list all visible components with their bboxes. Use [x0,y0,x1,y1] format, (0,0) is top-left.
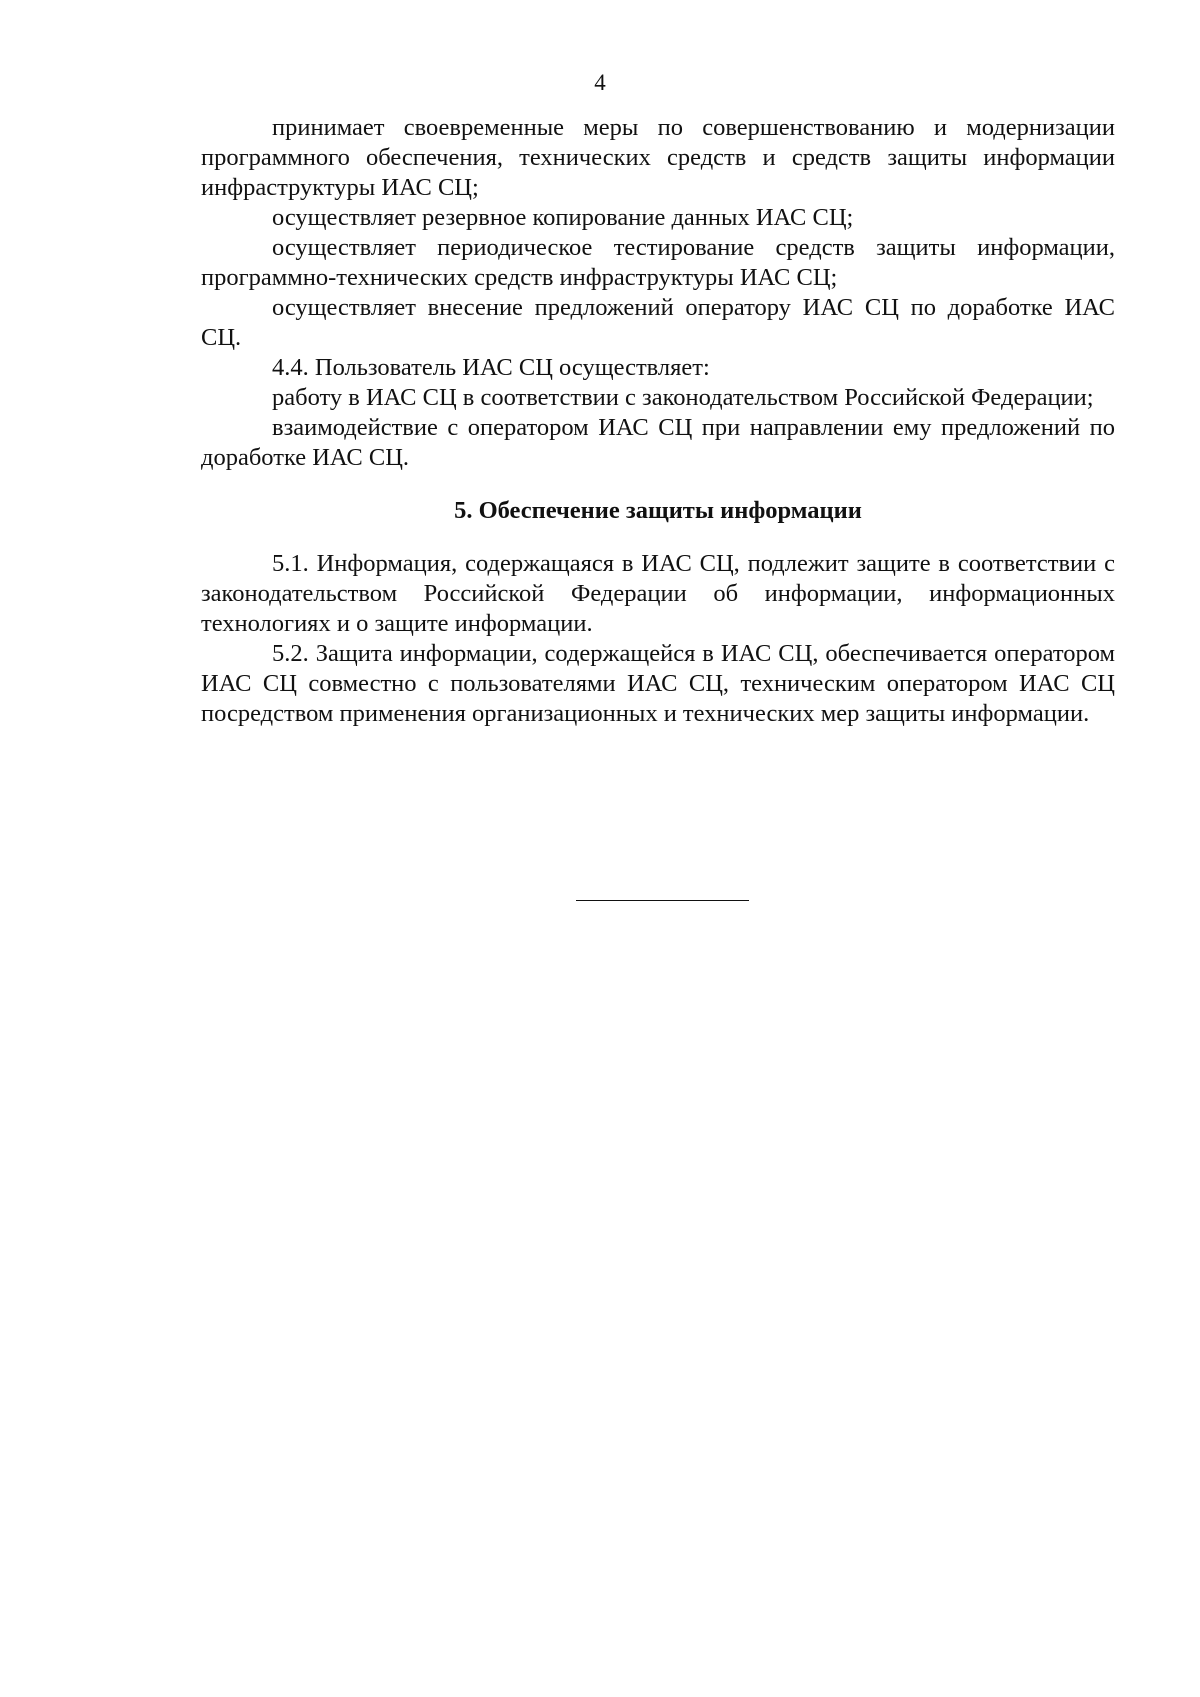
paragraph: осуществляет резервное копирование данных ИАС СЦ; [272,204,854,231]
paragraph: принимает своевременные меры по совершенствованию и модернизации программного обеспечения, технических средств и средств защиты информации инфраструктуры ИАС СЦ; [201,114,1115,201]
paragraph: взаимодействие с оператором ИАС СЦ при направлении ему предложений по доработке ИАС СЦ. [201,414,1115,471]
end-rule [576,900,749,901]
paragraph: 5.1. Информация, содержащаяся в ИАС СЦ, подлежит защите в соответствии с законодательством Российской Федерации об информации, информационных технологиях и о защите информации. [201,550,1115,637]
paragraph: осуществляет периодическое тестирование средств защиты информации, программно-технических средств инфраструктуры ИАС СЦ; [201,234,1115,291]
paragraph: работу в ИАС СЦ в соответствии с законодательством Российской Федерации; [272,384,1094,411]
document-body [201,113,1115,729]
page-number: 4 [594,70,606,95]
paragraph: осуществляет внесение предложений оператору ИАС СЦ по доработке ИАС СЦ. [201,294,1115,351]
section-heading: 5. Обеспечение защиты информации [454,497,862,524]
paragraph: 5.2. Защита информации, содержащейся в ИАС СЦ, обеспечивается оператором ИАС СЦ совместно с пользователями ИАС СЦ, техническим оператором ИАС СЦ посредством применения организационных и технических мер защиты информации. [201,640,1115,727]
paragraph: 4.4. Пользователь ИАС СЦ осуществляет: [272,354,710,381]
